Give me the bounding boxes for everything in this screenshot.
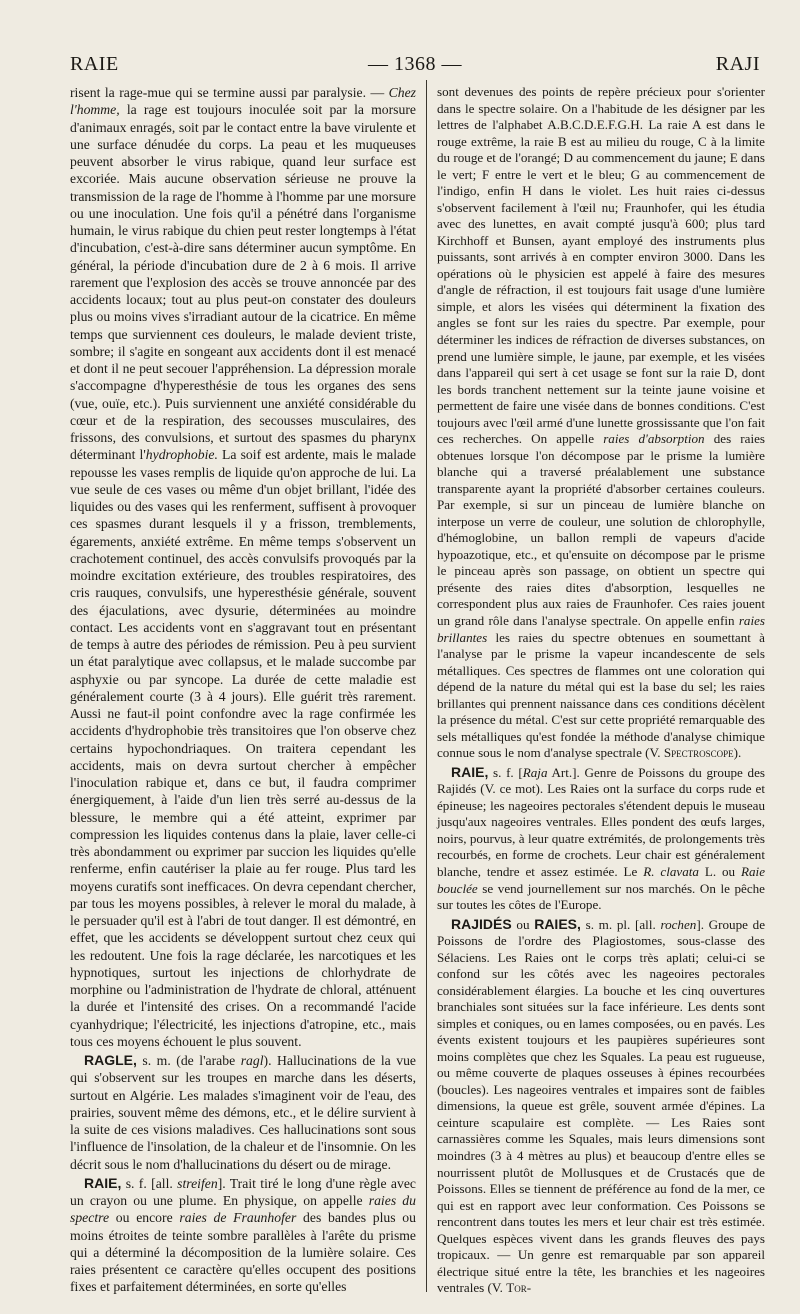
raie-entry: RAIE, s. f. [all. streifen]. Trait tiré le long d'une règle avec un crayon ou une plume. En physique, on appelle raies du spectre ou encore raies de Fraunhofer des bandes plus ou moins étroites de teinte sombre parallèles à l'arête du prisme qui a déterminé la décomposition de la lumière solaire. Ces raies présentent ce caractère qu'elles occupent des positions fixes et parfaitement déterminées, en sorte qu'elles <box>70 1174 416 1295</box>
rajides-entry: RAJIDÉS ou RAIES, s. m. pl. [all. rochen]. Groupe de Poissons de l'ordre des Plagiostomes, sous-classe des Sélaciens. Les Raies ont le corps très aplati; celui-ci se confond sur les côtés avec les nageoires pectorales considérablement élargies. La bouche et les cinq ouvertures branchiales sont situées sur la face inférieure. Les dents sont simples et coniques, ou en lames composées, ou en pavés. Les évents existent toujours et les paupières supérieures sont moins complètes que chez les Squales. La peau est rugueuse, ou même couverte de plaques osseuses à épines recourbées (boucles). Les nageoires ventrales et impaires sont de faibles dimensions, la queue est grêle, souvent armée d'épines. La ceinture scapulaire est complète. — Les Raies sont carnassières comme les Squales, mais leurs dimensions sont moindres (3 à 4 mètres au plus) et beaucoup d'entre elles se nourrissent plutôt de Mollusques et de Crustacés que de Poissons. Elles se tiennent de préférence au fond de la mer, ce qui est en rapport avec leur conformation. Ces Poissons se rencontrent dans toutes les mers et leur chair est très estimée. Quelques espèces vivent dans les grands fleuves des pays tropicaux. — Un genre est remarquable par son appareil électrique situé entre la tête, les branchies et les nageoires ventrales (V. Tor- <box>437 915 766 1296</box>
ragle-headword: RAGLE, <box>84 1052 137 1068</box>
ragle-entry: RAGLE, s. m. (de l'arabe ragl). Hallucinations de la vue qui s'observent sur les troupes en marche dans les déserts, surtout en Algérie. Les malades s'imaginent voir de l'eau, des prairies, souvent même des démons, etc., et le délire survient à la suite de ces visions maladives. Ces hallucinations sont sous l'influence de l'insolation, de la chaleur et de l'insomnie. On les décrit sous le nom d'hallucinations du désert ou de mirage. <box>70 1052 416 1172</box>
right-column <box>437 84 765 1297</box>
rage-entry-continuation: risent la rage-mue qui se termine aussi par paralysie. — Chez l'homme, la rage est toujours inoculée soit par la morsure d'animaux enragés, soit par le contact entre la bave virulente et une surface dénudée du corps. La peau et les muqueuses peuvent absorber le virus rabique, quand leur surface est excoriée. Mais aucune observation sérieuse ne prouve la transmission de la rage de l'homme à l'homme par une morsure ou une inoculation. Une fois qu'il a pénétré dans l'organisme humain, le virus rabique du chien peut rester longtemps à l'état d'incubation, c'est-à-dire sans déterminer aucun symptôme. En général, la période d'incubation dure de 2 à 6 mois. Il arrive rarement que l'explosion des accès se trouve annoncée par des accidents locaux; tout au plus peut-on constater des douleurs plus ou moins vives s'irradiant autour de la cicatrice. En même temps que surviennent ces douleurs, le malade devient triste, sombre; il s'agite en songeant aux accidents dont il est menacé et dont il ne peut secouer l'appréhension. La dépression morale s'accompagne d'hyperesthésie de tous les organes des sens (vue, ouïe, etc.). Puis surviennent une anxiété considérable du cœur et de la respiration, des secousses musculaires, des frissons, des convulsions, et surtout des spasmes du pharynx déterminant l'hydrophobie. La soif est ardente, mais le malade repousse les vases remplis de liquide qu'on approche de lui. La vue seule de ces vases ou même d'un objet brillant, l'idée des liquides ou des vases qui les renferment, suffisent à provoquer ces spasmes durant lesquels il y a frisson, tremblements, égarements, anxiété extrême. En même temps s'observent un crachotement continuel, des accès convulsifs provoqués par la moindre excitation extérieure, des troubles respiratoires, des cris rauques, convulsifs, une hyperesthésie générale, souvent des éjaculations, avec dysurie, déterminées au moindre contact. Les accidents vont en s'aggravant tout en présentant de temps à autre des périodes de rémission. Peu à peu survient un état paralytique avec collapsus, et le malade succombe par asphyxie ou par syncope. La durée de cette maladie est généralement courte (3 à 4 jours). Elle guérit très rarement. Aussi ne faut-il point confondre avec la rage confirmée les accidents d'hydrophobie très transitoires que l'on observe chez certains hypochondriaques. On traitera cependant les accidents, mais on devra surtout chercher à empêcher l'inoculation rabique et, dans ce but, il faudra comprimer énergiquement, à l'aide d'un lien très serré au-dessus de la blessure, le membre qui a été atteint, exprimer par compression les liquides contenus dans la plaie, laver celle-ci très abondamment ou exprimer par succion les liquides qu'elle renferme, enfin cautériser la plaie au fer rouge. Plus tard les moyens curatifs sont inefficaces. On devra cependant chercher, par tous les moyens possibles, à relever le moral du malade, à le persuader qu'il est à l'abri de tout danger. Il est démontré, en effet, que les accidents se développent surtout chez ceux qui les redoutent. Une fois la rage déclarée, les narcotiques et les hypnotiques, surtout les injections de chlorhydrate de morphine ou l'administration de l'hydrate de chloral, atténuent la durée et l'intensité des crises. On a recommandé l'acide cyanhydrique; l'électricité, les injections d'atropine, etc., mais tous ces moyens échouent le plus souvent. <box>70 85 416 1049</box>
raie-headword: RAIE, <box>84 1174 122 1191</box>
header-left-guideword: RAIE <box>70 52 119 75</box>
raie-fish-headword: RAIE, <box>451 763 489 780</box>
rajides-headword: RAJIDÉS <box>451 915 512 932</box>
page-number: — 1368 — <box>368 52 462 75</box>
left-column <box>70 84 416 1296</box>
raie-entry-continuation: sont devenues des points de repère précieux pour s'orienter dans le spectre solaire. On a l'habitude de les désigner par les lettres de l'alphabet A.B.C.D.E.F.G.H. La raie A est dans le rouge extrême, la raie B est au milieu du rouge, C à la limite du rouge et de l'orangé; D au commencement du jaune; E dans le vert; F entre le vert et le bleu; G au commencement de l'indigo, enfin H dans le violet. Les huit raies ci-dessus s'observent facilement à l'œil nu; Fraunhofer, qui les étudia avec des lunettes, en avait compté jusqu'à 600; plus tard Kirchhoff et Bunsen, ayant employé des instruments plus puissants, sont arrivés à en compter environ 3000. Dans les opérations où le physicien est appelé à faire des mesures d'angle de réfraction, il est toujours fait usage d'une lumière simple, et alors les visées qui déterminent la fixation des angles se font sur les raies du spectre. Par exemple, pour déterminer les indices de réfraction de diverses substances, on prend une lumière simple, le jaune, par exemple, et les visées dans l'appareil qui sert à cet usage se font sur la raie D, dont les bords tranchent nettement sur la teinte jaune voisine et permettent de faire une visée dans de bonnes conditions. C'est toujours avec l'œil armé d'une lunette grossissante que l'on fait ces recherches. On appelle raies d'absorption des raies obtenues lorsque l'on décompose par le prisme la lumière blanche qui a traversé préalablement une substance transparente ayant la propriété d'absorber certaines couleurs. Par exemple, si sur un pinceau de lumière blanche on interpose un verre de couleur, une solution de chlorophylle, d'hémoglobine, un ballon rempli de vapeurs d'acide hypoazotique, etc., et qu'ensuite on décompose par le prisme le pinceau après son passage, on obtient un spectre qui présente des raies dites d'absorption, lesquelles ne correspondent plus aux raies de Fraunhofer. Ces raies jouent un grand rôle dans l'analyse spectrale. On appelle enfin raies brillantes les raies du spectre obtenues en soumettant à l'analyse par le prisme la vapeur incandescente de sels métalliques. Ces spectres de flammes ont une coloration qui dépend de la nature du métal qui est la base du sel; les raies brillantes qui prennent naissance dans ces conditions décèlent la présence du métal. C'est sur cette propriété remarquable des sels métalliques qu'est fondée la méthode d'analyse chimique connue sous le nom d'analyse spectrale (V. Spectroscope). <box>437 84 765 761</box>
raies-headword: RAIES, <box>534 915 581 932</box>
header-right-guideword: RAJI <box>715 52 760 75</box>
column-divider <box>426 80 427 1292</box>
raie-fish-entry: RAIE, s. f. [Raja Art.]. Genre de Poissons du groupe des Rajidés (V. ce mot). Les Raies ont la surface du corps rude et épineuse; les nageoires pectorales s'étendent depuis le museau jusqu'aux nageoires ventrales. Elles pondent des œufs larges, noirs, pourvus, à leur quatre extrémités, de prolongements très recourbés, en forme de crochets. Leur chair est généralement blanche, tendre et assez estimée. Le R. clavata L. ou Raie bouclée se vend journellement sur nos marchés. On le pêche sur toutes les côtes de l'Europe. <box>437 763 766 913</box>
running-header <box>70 50 760 78</box>
